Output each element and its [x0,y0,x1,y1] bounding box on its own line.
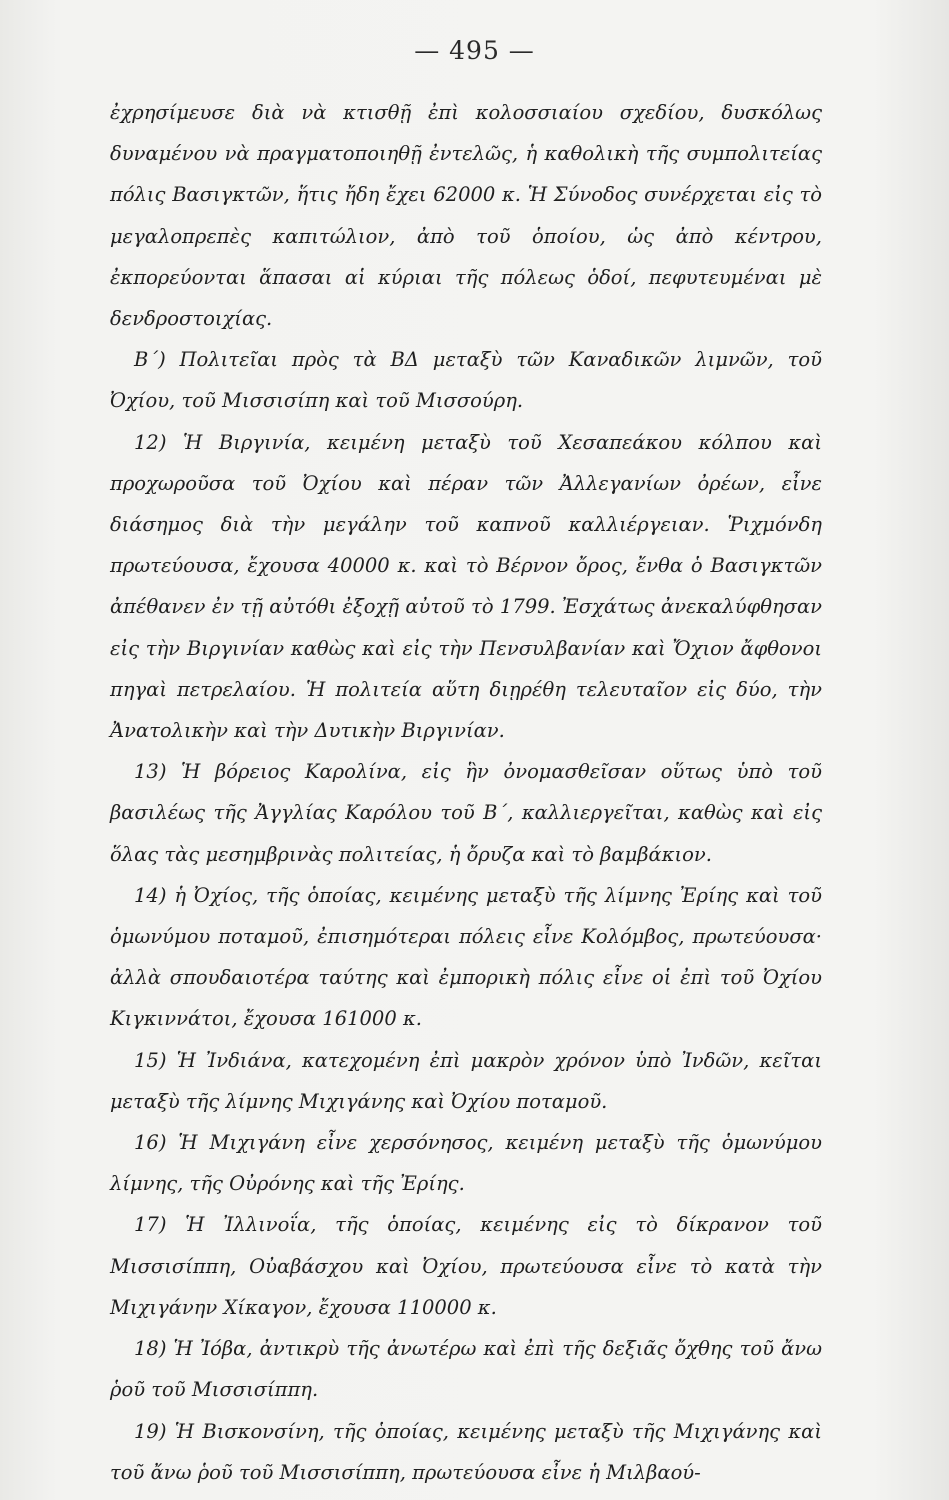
paragraph-illinois: 17) Ἡ Ἰλλινοΐα, τῆς ὁποίας, κειμένης εἰς τὸ δίκρανον τοῦ Μισσισίππη, Οὐαβάσχου καὶ Ὀχίου, πρωτεύουσα εἶνε τὸ κατὰ τὴν Μιχιγάνην Χίκαγον, ἔχουσα 110000 κ. [110,1213,822,1319]
paragraph-virginia: 12) Ἡ Βιργινία, κειμένη μεταξὺ τοῦ Χεσαπεάκου κόλπου καὶ προχωροῦσα τοῦ Ὀχίου καὶ πέραν τῶν Ἀλλεγανίων ὀρέων, εἶνε διάσημος διὰ τὴν μεγάλην τοῦ καπνοῦ καλλιέργειαν. Ῥιχμόνδη πρωτεύουσα, ἔχουσα 40000 κ. καὶ τὸ Βέρνον ὄρος, ἔνθα ὁ Βασιγκτῶν ἀπέθανεν ἐν τῇ αὐτόθι ἐξοχῇ αὐτοῦ τὸ 1799. Ἐσχάτως ἀνεκαλύφθησαν εἰς τὴν Βιργινίαν καθὼς καὶ εἰς τὴν Πενσυλβανίαν καὶ Ὄχιον ἄφθονοι πηγαὶ πετρελαίου. Ἡ πολιτεία αὕτη διῃρέθη τελευταῖον εἰς δύο, τὴν Ἀνατολικὴν καὶ τὴν Δυτικὴν Βιργινίαν. [110,430,822,743]
paragraph-washington-city: ἐχρησίμευσε διὰ νὰ κτισθῇ ἐπὶ κολοσσιαίου σχεδίου, δυσκόλως δυναμένου νὰ πραγματοποιηθῇ ἐντελῶς, ἡ καθολικὴ τῆς συμπολιτείας πόλις Βασιγκτῶν, ἥτις ἤδη ἔχει 62000 κ. Ἡ Σύνοδος συνέρχεται εἰς τὸ μεγαλοπρεπὲς καπιτώλιον, ἀπὸ τοῦ ὁποίου, ὡς ἀπὸ κέντρου, ἐκπορεύονται ἅπασαι αἱ κύριαι τῆς πόλεως ὁδοί, πεφυτευμέναι μὲ δενδροστοιχίας. [110,101,822,331]
paragraph-wisconsin: 19) Ἡ Βισκονσίνη, τῆς ὁποίας, κειμένης μεταξὺ τῆς Μιχιγάνης καὶ τοῦ ἄνω ῥοῦ τοῦ Μισσισίππη, πρωτεύουσα εἶνε ἡ Μιλβαού- [110,1419,822,1484]
paragraph-ohio: 14) ἡ Ὀχίος, τῆς ὁποίας, κειμένης μεταξὺ τῆς λίμνης Ἐρίης καὶ τοῦ ὁμωνύμου ποταμοῦ, ἐπισημότεραι πόλεις εἶνε Κολόμβος, πρωτεύουσα· ἀλλὰ σπουδαιοτέρα ταύτης καὶ ἐμπορικὴ πόλις εἶνε οἱ ἐπὶ τοῦ Ὀχίου Κιγκιννάτοι, ἔχουσα 161000 κ. [110,883,822,1031]
paragraph-michigan: 16) Ἡ Μιχιγάνη εἶνε χερσόνησος, κειμένη μεταξὺ τῆς ὁμωνύμου λίμνης, τῆς Οὐρόνης καὶ τῆς Ἐρίης. [110,1131,822,1196]
page-body-text [110,92,822,1493]
paragraph-indiana: 15) Ἡ Ἰνδιάνα, κατεχομένη ἐπὶ μακρὸν χρόνον ὑπὸ Ἰνδῶν, κεῖται μεταξὺ τῆς λίμνης Μιχιγάνης καὶ Ὀχίου ποταμοῦ. [110,1048,822,1113]
paragraph-section-b-heading: Β΄) Πολιτεῖαι πρὸς τὰ ΒΔ μεταξὺ τῶν Καναδικῶν λιμνῶν, τοῦ Ὀχίου, τοῦ Μισσισίπη καὶ τοῦ Μισσούρη. [110,348,822,413]
page-number: — 495 — [414,36,535,65]
paragraph-iowa: 18) Ἡ Ἰόβα, ἀντικρὺ τῆς ἀνωτέρω καὶ ἐπὶ τῆς δεξιᾶς ὄχθης τοῦ ἄνω ῥοῦ τοῦ Μισσισίππη. [110,1337,822,1402]
paragraph-north-carolina: 13) Ἡ βόρειος Καρολίνα, εἰς ἣν ὀνομασθεῖσαν οὕτως ὑπὸ τοῦ βασιλέως τῆς Ἀγγλίας Καρόλου τοῦ Β΄, καλλιεργεῖται, καθὼς καὶ εἰς ὅλας τὰς μεσημβρινὰς πολιτείας, ἡ ὄρυζα καὶ τὸ βαμβάκιον. [110,760,822,866]
